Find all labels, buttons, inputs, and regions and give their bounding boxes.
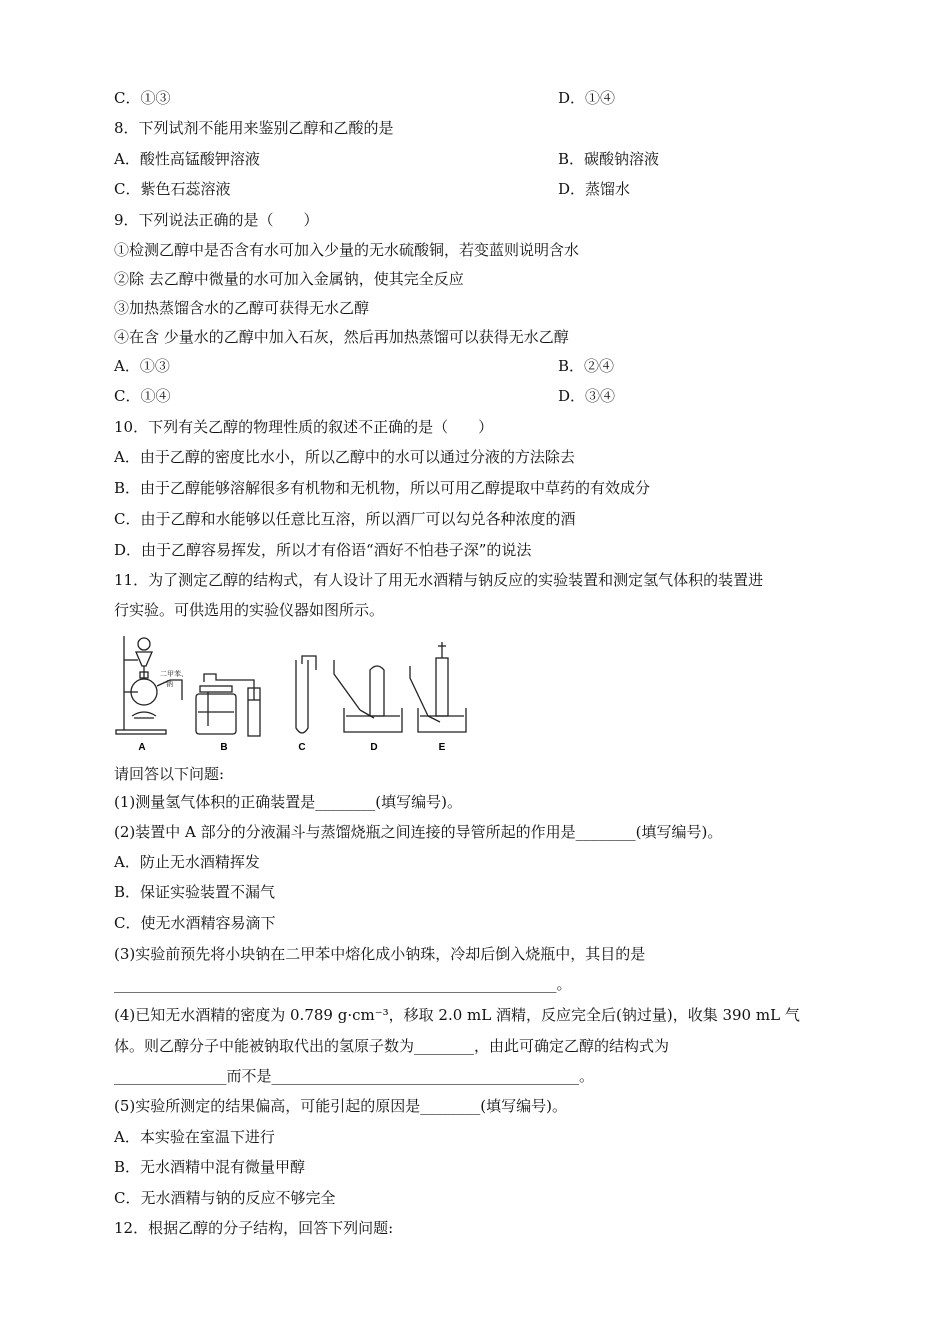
option-row xyxy=(114,386,616,406)
option-text: B．碳酸钠溶液 xyxy=(558,150,660,168)
apparatus-figure xyxy=(112,630,472,755)
sub-question-cont: 体。则乙醇分子中能被钠取代出的氢原子数为________，由此可确定乙醇的结构式为 xyxy=(114,1037,670,1055)
option-text: D．③④ xyxy=(558,387,616,405)
option-row xyxy=(114,88,616,108)
figure-label-e: E xyxy=(438,742,446,753)
option-text: C．①④ xyxy=(114,387,171,405)
option-text: C．由于乙醇和水能够以任意比互溶，所以酒厂可以勾兑各种浓度的酒 xyxy=(114,510,576,528)
option-text: A．酸性高锰酸钾溶液 xyxy=(114,150,260,168)
statement: ②除 去乙醇中微量的水可加入金属钠，使其完全反应 xyxy=(114,270,464,288)
option-text: D．由于乙醇容易挥发，所以才有俗语“酒好不怕巷子深”的说法 xyxy=(114,541,532,559)
sub-question: (5)实验所测定的结果偏高，可能引起的原因是________(填写编号)。 xyxy=(114,1097,567,1115)
question-8-stem: 8．下列试剂不能用来鉴别乙醇和乙酸的是 xyxy=(114,119,394,137)
prompt: 请回答以下问题: xyxy=(114,765,225,783)
apparatus-diagram xyxy=(112,630,472,755)
option-text: C．无水酒精与钠的反应不够完全 xyxy=(114,1189,336,1207)
option-text: C．紫色石蕊溶液 xyxy=(114,180,231,198)
option-text: B．无水酒精中混有微量甲醇 xyxy=(114,1158,306,1176)
option-text: B．②④ xyxy=(558,357,615,375)
apparatus-c xyxy=(296,656,316,733)
apparatus-a xyxy=(116,636,170,734)
apparatus-b xyxy=(170,674,260,736)
apparatus-e xyxy=(410,642,466,732)
option-text: B．保证实验装置不漏气 xyxy=(114,883,276,901)
figure-annotation: 钠 xyxy=(166,680,173,688)
option-text: C．①③ xyxy=(114,89,171,107)
option-text: A．①③ xyxy=(114,357,170,375)
answer-blank: ___________________________________________________________。 xyxy=(114,975,572,993)
option-row xyxy=(114,356,615,376)
option-row xyxy=(114,179,631,199)
figure-label-d: D xyxy=(370,742,378,753)
sub-question: (2)装置中 A 部分的分液漏斗与蒸馏烧瓶之间连接的导管所起的作用是________(填写编号)。 xyxy=(114,823,723,841)
question-10-stem: 10．下列有关乙醇的物理性质的叙述不正确的是（ ） xyxy=(114,418,494,436)
figure-label-a: A xyxy=(138,742,146,753)
answer-blank: _______________而不是_________________________________________。 xyxy=(114,1067,595,1085)
option-text: A．防止无水酒精挥发 xyxy=(114,853,260,871)
option-text: A．由于乙醇的密度比水小，所以乙醇中的水可以通过分液的方法除去 xyxy=(114,448,575,466)
question-11-stem: 11．为了测定乙醇的结构式，有人设计了用无水酒精与钠反应的实验装置和测定氢气体积的装置进 xyxy=(114,571,764,589)
statement: ④在含 少量水的乙醇中加入石灰，然后再加热蒸馏可以获得无水乙醇 xyxy=(114,328,569,346)
figure-label-c: C xyxy=(298,742,306,753)
sub-question: (3)实验前预先将小块钠在二甲苯中熔化成小钠珠，冷却后倒入烧瓶中，其目的是 xyxy=(114,945,646,963)
option-row xyxy=(114,149,660,169)
option-text: D．蒸馏水 xyxy=(558,180,631,198)
apparatus-d xyxy=(334,660,402,732)
sub-question: (4)已知无水酒精的密度为 0.789 g·cm⁻³，移取 2.0 mL 酒精，反应完全后(钠过量)，收集 390 mL 气 xyxy=(114,1006,800,1024)
figure-label-b: B xyxy=(220,742,228,753)
sub-question: (1)测量氢气体积的正确装置是________(填写编号)。 xyxy=(114,793,462,811)
figure-annotation: 二甲苯、 xyxy=(160,670,188,678)
question-12-stem: 12．根据乙醇的分子结构，回答下列问题: xyxy=(114,1219,394,1237)
question-9-stem: 9．下列说法正确的是（ ） xyxy=(114,211,319,229)
statement: ③加热蒸馏含水的乙醇可获得无水乙醇 xyxy=(114,299,370,317)
option-text: C．使无水酒精容易滴下 xyxy=(114,914,276,932)
statement: ①检测乙醇中是否含有水可加入少量的无水硫酸铜，若变蓝则说明含水 xyxy=(114,241,580,259)
option-text: A．本实验在室温下进行 xyxy=(114,1128,275,1146)
option-text: B．由于乙醇能够溶解很多有机物和无机物，所以可用乙醇提取中草药的有效成分 xyxy=(114,479,651,497)
question-11-stem-cont: 行实验。可供选用的实验仪器如图所示。 xyxy=(114,601,385,619)
option-text: D．①④ xyxy=(558,89,616,107)
